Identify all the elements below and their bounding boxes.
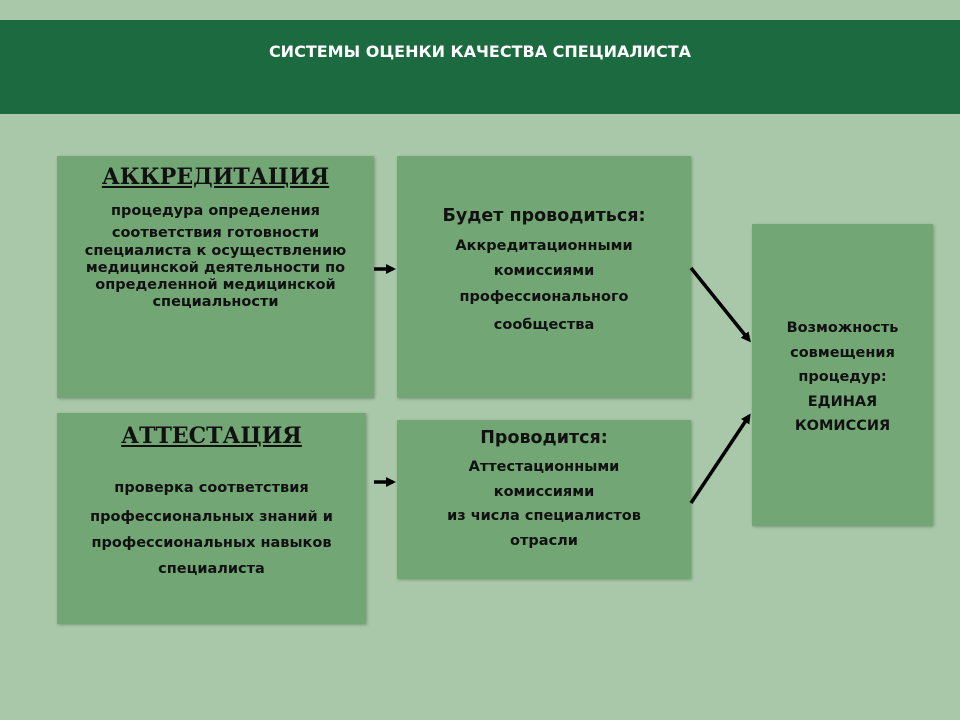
top-strip [0, 0, 960, 20]
attestation-description [57, 475, 366, 582]
accreditation-heading: АККРЕДИТАЦИЯ [101, 164, 330, 190]
arrow-accreditation-commission-to-combined [691, 268, 749, 340]
accreditation-box [57, 156, 374, 398]
attestation-commission-box [397, 420, 691, 579]
accreditation-line: определенной медицинской [95, 277, 336, 293]
accreditation-commission-text [397, 232, 691, 340]
accreditation-commission-line: профессионального [459, 289, 629, 305]
accreditation-commission-box [397, 156, 691, 398]
arrow-attestation-commission-to-combined [691, 416, 749, 503]
attestation-line: проверка соответствия [114, 480, 309, 496]
attestation-commission-line: из числа специалистов [447, 508, 641, 524]
combined-commission-line: Возможность [786, 320, 899, 336]
attestation-line: специалиста [158, 561, 265, 577]
slide-title: СИСТЕМЫ ОЦЕНКИ КАЧЕСТВА СПЕЦИАЛИСТА [268, 42, 692, 61]
accreditation-line: соответствия готовности [111, 224, 320, 241]
attestation-commission-line: Аттестационными [468, 459, 620, 475]
accreditation-commission-line: сообщества [493, 317, 595, 333]
accreditation-line: специальности [152, 294, 279, 310]
accreditation-commission-heading: Будет проводиться: [442, 206, 646, 226]
attestation-commission-line: отрасли [510, 532, 578, 549]
attestation-heading: АТТЕСТАЦИЯ [121, 423, 302, 449]
title-bar [0, 20, 960, 114]
combined-commission-box [752, 224, 933, 526]
attestation-line: профессиональных навыков [91, 535, 332, 551]
accreditation-description [57, 202, 374, 311]
attestation-line: профессиональных знаний и [90, 509, 333, 525]
attestation-commission-text [397, 455, 691, 553]
accreditation-line: специалиста к осуществлению [84, 243, 347, 259]
combined-commission-line: КОМИССИЯ [794, 418, 891, 434]
combined-commission-text [752, 316, 933, 439]
attestation-commission-heading: Проводится: [480, 428, 608, 448]
accreditation-commission-line: комиссиями [493, 263, 595, 279]
combined-commission-line: совмещения [790, 344, 895, 361]
combined-commission-line: ЕДИНАЯ [807, 393, 878, 410]
accreditation-line: медицинской деятельности по [85, 260, 346, 276]
combined-commission-line: процедур: [798, 369, 887, 385]
accreditation-commission-line: Аккредитационными [455, 238, 633, 254]
attestation-commission-line: комиссиями [493, 483, 595, 500]
accreditation-line: процедура определения [111, 203, 320, 219]
attestation-box [57, 413, 366, 624]
